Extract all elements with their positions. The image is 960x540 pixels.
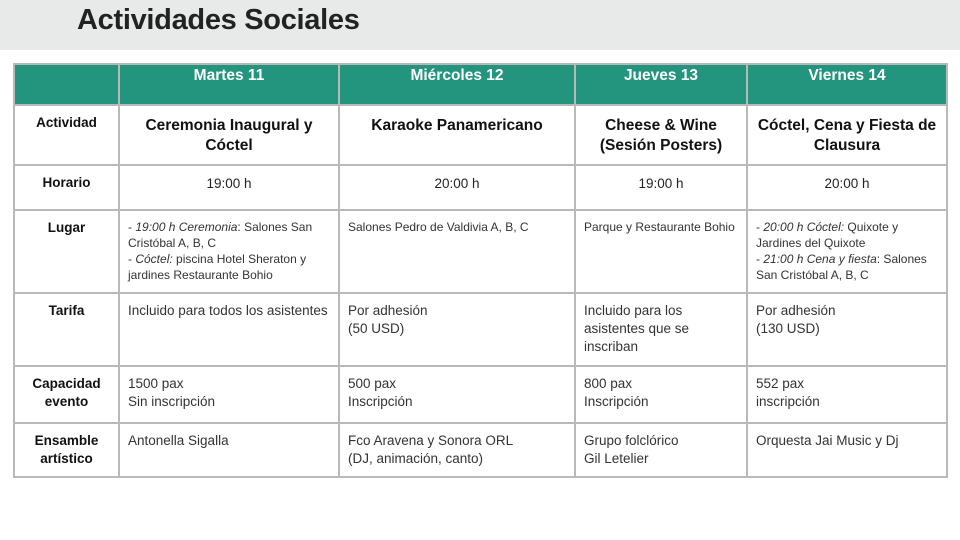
row-label: Capacidad evento <box>14 366 119 423</box>
row-label: Lugar <box>14 210 119 293</box>
table-row <box>14 210 947 293</box>
table-cell: Karaoke Panamericano <box>339 105 575 165</box>
table-cell: Incluido para todos los asistentes <box>119 293 339 366</box>
table-header-row <box>14 64 947 105</box>
table-cell: Por adhesión (130 USD) <box>747 293 947 366</box>
column-header: Jueves 13 <box>575 64 747 105</box>
table-cell: Orquesta Jai Music y Dj <box>747 423 947 477</box>
table-cell: Incluido para los asistentes que se inscriban <box>575 293 747 366</box>
table-cell: Fco Aravena y Sonora ORL (DJ, animación, canto) <box>339 423 575 477</box>
table-cell: 20:00 h <box>339 165 575 210</box>
table-cell: Cheese & Wine (Sesión Posters) <box>575 105 747 165</box>
row-label: Ensamble artístico <box>14 423 119 477</box>
venue-line: - Cóctel: piscina Hotel Sheraton y jardines Restaurante Bohio <box>128 252 307 282</box>
corner-cell <box>14 64 119 105</box>
table-row <box>14 165 947 210</box>
table-row <box>14 293 947 366</box>
table-cell: Parque y Restaurante Bohio <box>575 210 747 293</box>
table-row <box>14 105 947 165</box>
table-cell: 800 pax Inscripción <box>575 366 747 423</box>
row-label: Tarifa <box>14 293 119 366</box>
venue-line: - 21:00 h Cena y fiesta: Salones San Cristóbal A, B, C <box>756 252 927 282</box>
table-cell: 500 pax Inscripción <box>339 366 575 423</box>
row-label: Actividad <box>14 105 119 165</box>
table-cell: 552 pax inscripción <box>747 366 947 423</box>
row-label: Horario <box>14 165 119 210</box>
table-cell: 20:00 h <box>747 165 947 210</box>
column-header: Viernes 14 <box>747 64 947 105</box>
table-cell <box>119 210 339 293</box>
table-cell: Por adhesión (50 USD) <box>339 293 575 366</box>
page-title: Actividades Sociales <box>77 4 360 36</box>
table-cell: Ceremonia Inaugural y Cóctel <box>119 105 339 165</box>
table-row <box>14 366 947 423</box>
title-bar <box>0 0 960 50</box>
table-cell: Salones Pedro de Valdivia A, B, C <box>339 210 575 293</box>
table-cell: Cóctel, Cena y Fiesta de Clausura <box>747 105 947 165</box>
table-cell: Grupo folclórico Gil Letelier <box>575 423 747 477</box>
table-cell: 19:00 h <box>119 165 339 210</box>
venue-line: - 19:00 h Ceremonia: Salones San Cristóbal A, B, C <box>128 220 313 250</box>
column-header: Miércoles 12 <box>339 64 575 105</box>
social-activities-table <box>13 63 948 478</box>
table-cell <box>747 210 947 293</box>
table-cell: 1500 pax Sin inscripción <box>119 366 339 423</box>
table-cell: Antonella Sigalla <box>119 423 339 477</box>
table-row <box>14 423 947 477</box>
table-cell: 19:00 h <box>575 165 747 210</box>
venue-line: - 20:00 h Cóctel: Quixote y Jardines del Quixote <box>756 220 899 250</box>
column-header: Martes 11 <box>119 64 339 105</box>
